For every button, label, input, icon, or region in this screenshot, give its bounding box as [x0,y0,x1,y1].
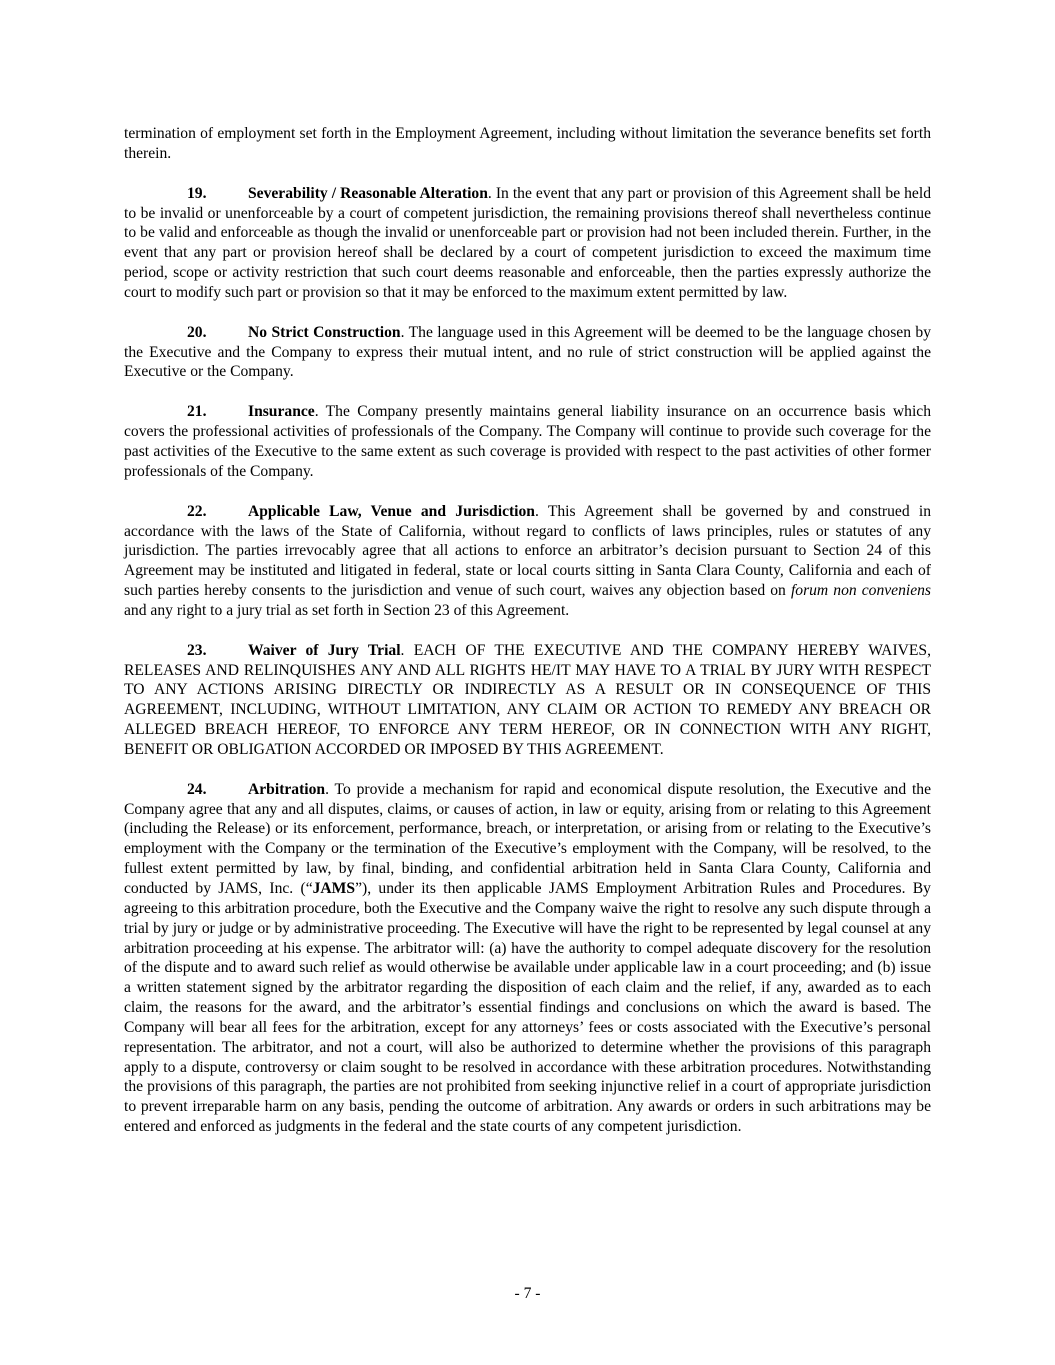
page-number: - 7 - [514,1285,541,1302]
continuation-text: termination of employment set forth in the Employment Agreement, including without limitation the severance benefits set forth therein. [124,125,931,162]
defined-term: JAMS [312,880,356,897]
section-24 [124,780,931,1137]
section-19 [124,184,931,303]
section-text: . In the event that any part or provision of this Agreement shall be held to be invalid or unenforceable by a court of competent jurisdiction, the remaining provisions thereof shall nevertheless continue to be valid and enforceable as though the invalid or unenforceable part or provision had not been included therein. Further, in the event that any part or provision hereof shall be declared by a court of competent jurisdiction to exceed the maximum time period, scope or activity restriction that such court deems reasonable and enforceable, then the parties expressly authorize the court to modify such part or provision so that it may be enforced to the maximum extent permitted by law. [124,184,931,301]
section-heading: No Strict Construction [248,323,401,341]
section-21 [124,402,931,481]
section-text-continued: and any right to a jury trial as set forth in Section 23 of this Agreement. [124,601,570,619]
section-text-continued: ”), under its then applicable JAMS Employment Arbitration Rules and Procedures. By agreeing to this arbitration procedure, both the Executive and the Company waive the right to resolve any such dispute through a trial by jury or judge or by administrative proceeding. The Executive will have the right to be represented by legal counsel at any arbitration proceeding at his expense. The arbitrator will: (a) have the authority to compel adequate discovery for the resolution of the dispute and to award such relief as would otherwise be available under applicable law in a court proceeding; and (b) issue a written statement signed by the arbitrator regarding the disposition of each claim and the relief, if any, awarded as to each claim, the reasons for the award, and the arbitrator’s essential findings and conclusions on which the award is based. The Company will bear all fees for the arbitration, except for any attorneys’ fees or costs associated with the Executive’s personal representation. The arbitrator, and not a court, will also be authorized to determine whether the provisions of this paragraph apply to a dispute, controversy or claim sought to be resolved in accordance with these arbitration procedures. Notwithstanding the provisions of this paragraph, the parties are not prohibited from seeking injunctive relief in a court of appropriate jurisdiction to prevent irreparable harm on any basis, pending the outcome of arbitration. Any awards or orders in such arbitrations may be entered and enforced as judgments in the federal and the state courts of any competent jurisdiction. [124,880,931,1136]
section-number: 20. [187,323,207,341]
section-text: . The Company presently maintains general liability insurance on an occurrence basis which covers the professional activities of professionals of the Company. The Company will continue to provide such coverage for the past activities of the Executive to the same extent as such coverage is provided with respect to the past activities of other former professionals of the Company. [124,403,931,480]
section-heading: Severability / Reasonable Alteration [248,184,488,202]
section-heading: Arbitration [248,780,326,798]
section-text-italic: forum non conveniens [790,582,932,600]
section-number: 22. [187,502,207,520]
document-body [124,124,931,1157]
section-heading: Waiver of Jury Trial [248,641,401,659]
section-heading: Applicable Law, Venue and Jurisdiction [248,502,535,520]
section-number: 23. [187,641,207,659]
continuation-paragraph [124,124,931,164]
section-text: . This Agreement shall be governed by and construed in accordance with the laws of the State of California, without regard to conflicts of laws principles, rules or statutes of any jurisdiction. The parties irrevocably agree that all actions to enforce an arbitrator’s decision pursuant to Section 24 of this Agreement may be instituted and litigated in federal, state or local courts sitting in Santa Clara County, California and each of such parties hereby consents to the jurisdiction and venue of such court, waives any objection based on [124,502,931,600]
section-number: 19. [187,184,207,202]
section-number: 21. [187,403,207,421]
section-20 [124,323,931,383]
section-heading: Insurance [248,403,315,421]
section-number: 24. [187,780,207,798]
section-text: . To provide a mechanism for rapid and economical dispute resolution, the Executive and the Company agree that any and all disputes, claims, or causes of action, in law or equity, arising from or relating to this Agreement (including the Release) or its enforcement, performance, breach, or interpretation, or arising from or relating to the Executive’s employment with the Company or the termination of the Executive’s employment with the Company, will be resolved, to the fullest extent permitted by law, by final, binding, and confidential arbitration held in Santa Clara County, California and conducted by JAMS, Inc. (“ [124,780,931,897]
section-22 [124,502,931,621]
section-text: . The language used in this Agreement will be deemed to be the language chosen by the Executive and the Company to express their mutual intent, and no rule of strict construction will be applied against the Executive or the Company. [124,323,931,381]
section-23 [124,641,931,760]
section-text: . EACH OF THE EXECUTIVE AND THE COMPANY HEREBY WAIVES, RELEASES AND RELINQUISHES ANY AND ALL RIGHTS HE/IT MAY HAVE TO A TRIAL BY JURY WITH RESPECT TO ANY ACTIONS ARISING DIRECTLY OR INDIRECTLY AS A RESULT OR IN CONSEQUENCE OF THIS AGREEMENT, INCLUDING, WITHOUT LIMITATION, ANY CLAIM OR ACTION TO REMEDY ANY BREACH OR ALLEGED BREACH HEREOF, TO ENFORCE ANY TERM HEREOF, OR IN CONNECTION WITH ANY RIGHT, BENEFIT OR OBLIGATION ACCORDED OR IMPOSED BY THIS AGREEMENT. [124,641,931,758]
